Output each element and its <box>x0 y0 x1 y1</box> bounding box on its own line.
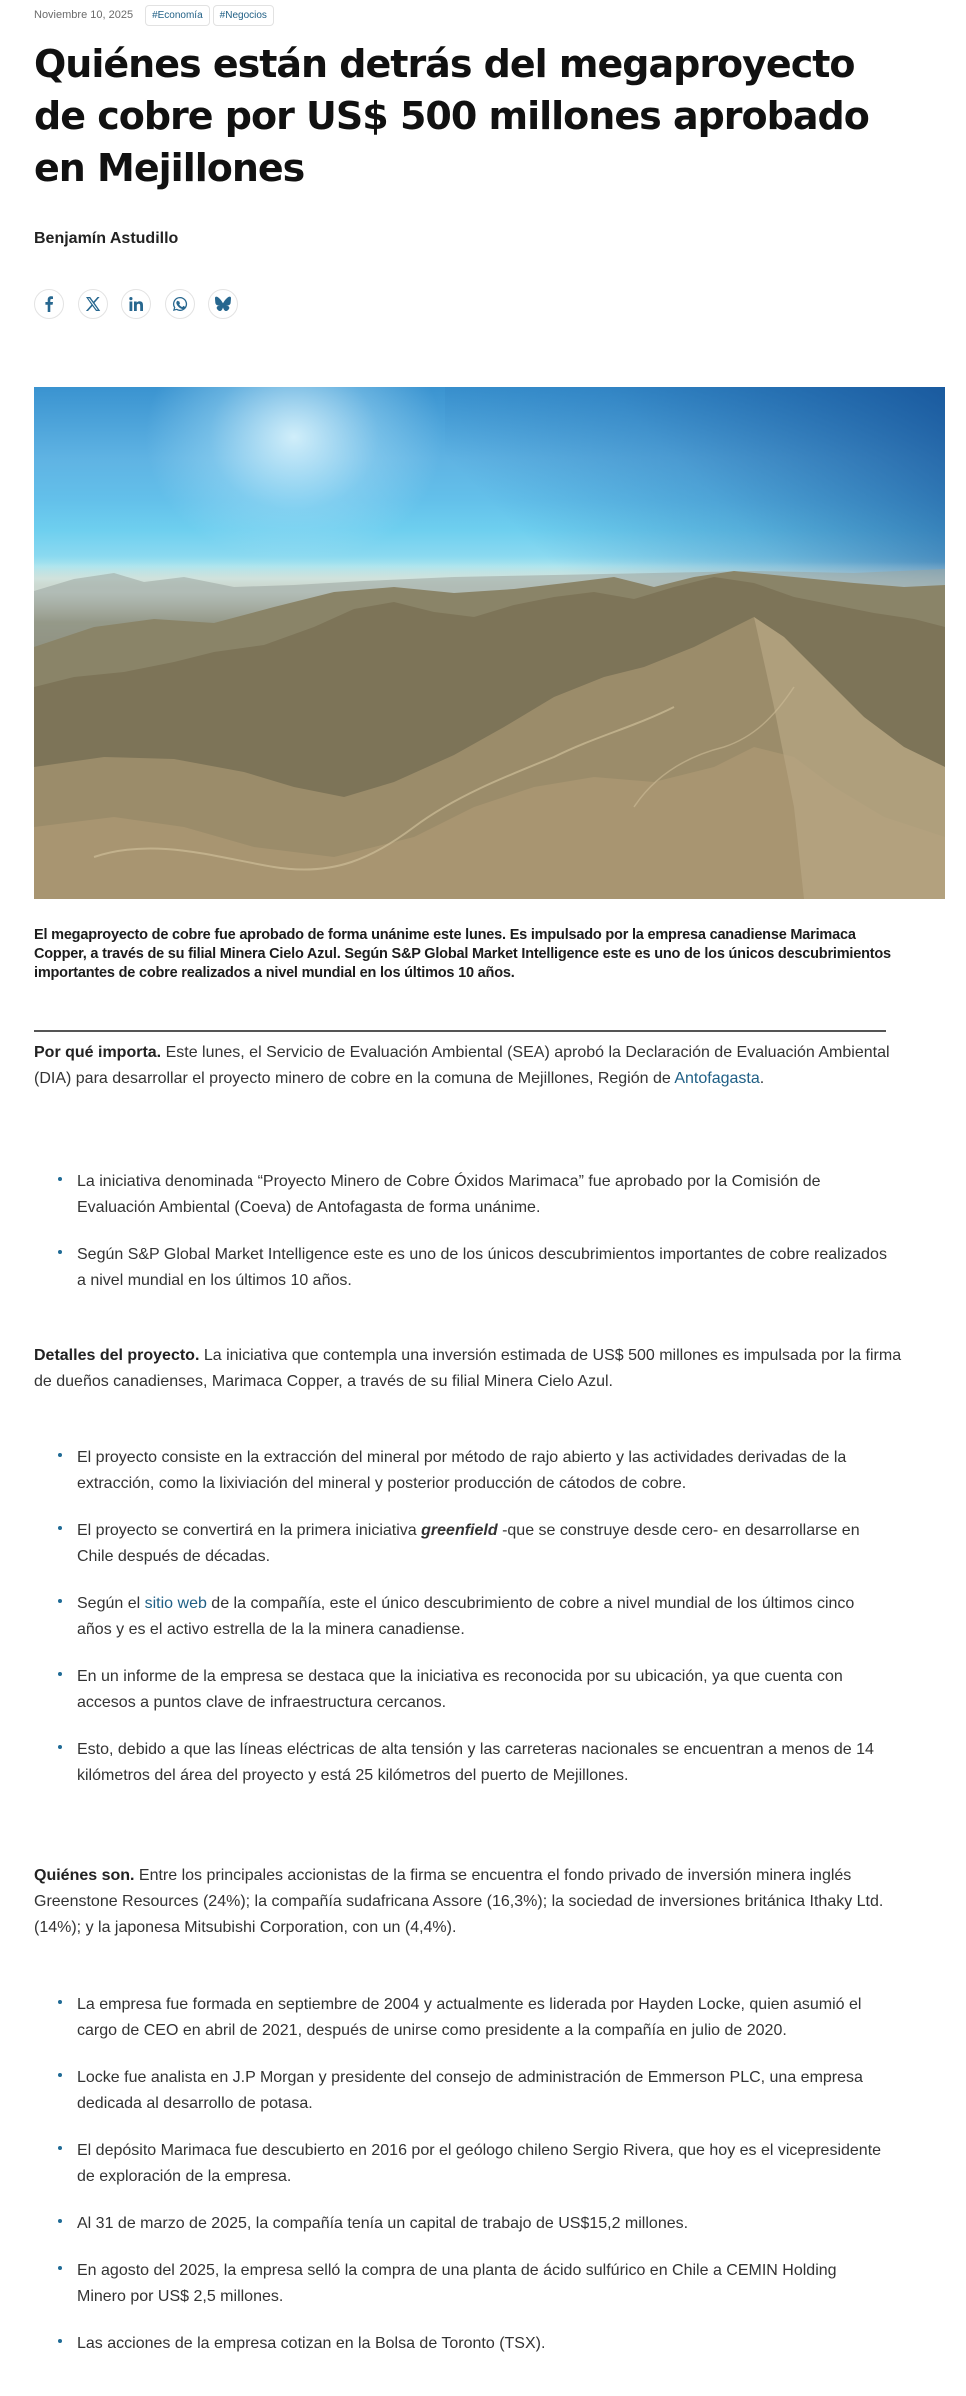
bullet-icon <box>58 1177 62 1181</box>
link-sitio-web[interactable]: sitio web <box>144 1595 207 1612</box>
list-item <box>0 1737 887 1789</box>
list-item <box>0 1992 887 2044</box>
list-item <box>0 2211 887 2237</box>
bullet-icon <box>58 1250 62 1254</box>
x-icon <box>85 296 101 312</box>
linkedin-icon <box>128 296 144 312</box>
bullet-icon <box>58 1745 62 1749</box>
bullet-icon <box>58 1599 62 1603</box>
paragraph-text: Entre los principales accionistas de la firma se encuentra el fondo privado de inversión minera inglés Greenstone Resources (24%); la compañía sudafricana Assore (16,3%); la sociedad de inversiones británica Ithaky Ltd. (14%); y la japonesa Mitsubishi Corporation, con un (4,4%). <box>34 1867 884 1936</box>
paragraph-text: Este lunes, el Servicio de Evaluación Ambiental (SEA) aprobó la Declaración de Evaluación Ambiental (DIA) para desarrollar el proyecto minero de cobre en la comuna de Mejillones, Región de <box>34 1044 890 1087</box>
list-item <box>0 1518 887 1570</box>
share-whatsapp-button[interactable] <box>165 289 195 319</box>
bullet-icon <box>58 2219 62 2223</box>
list-item <box>0 2331 887 2357</box>
list-item-text: La iniciativa denominada “Proyecto Minero de Cobre Óxidos Marimaca” fue aprobado por la Comisión de Evaluación Ambiental (Coeva) de Antofagasta de forma unánime. <box>77 1173 821 1216</box>
hero-image <box>34 387 945 899</box>
bullet-list-details <box>0 1445 966 1789</box>
list-item <box>0 1242 887 1294</box>
list-item <box>0 2258 887 2310</box>
list-item-text: Esto, debido a que las líneas eléctricas de alta tensión y las carreteras nacionales se encuentran a menos de 14 kilómetros del área del proyecto y está 25 kilómetros del puerto de Mejillones. <box>77 1741 874 1784</box>
list-item-text: Según el <box>77 1595 145 1612</box>
lead-why-it-matters: Por qué importa. <box>34 1044 162 1061</box>
paragraph-who-they-are <box>34 1863 904 1941</box>
list-item-text: Locke fue analista en J.P Morgan y presidente del consejo de administración de Emmerson PLC, una empresa dedicada al desarrollo de potasa. <box>77 2069 863 2112</box>
paragraph-why-it-matters <box>34 1040 904 1092</box>
share-facebook-button[interactable] <box>34 289 64 319</box>
bluesky-icon <box>215 296 231 312</box>
list-item-text: Las acciones de la empresa cotizan en la Bolsa de Toronto (TSX). <box>77 2335 546 2352</box>
list-item <box>0 1664 887 1716</box>
whatsapp-icon <box>172 296 188 312</box>
section-divider <box>34 1030 886 1032</box>
list-item <box>0 1445 887 1497</box>
bullet-icon <box>58 2146 62 2150</box>
mountain-landscape-illustration <box>34 387 945 899</box>
facebook-icon <box>41 296 57 312</box>
bullet-icon <box>58 2073 62 2077</box>
list-item-text: El depósito Marimaca fue descubierto en 2016 por el geólogo chileno Sergio Rivera, que hoy es el vicepresidente de exploración de la empresa. <box>77 2142 882 2185</box>
list-item <box>0 1169 887 1221</box>
bullet-icon <box>58 2000 62 2004</box>
bullet-icon <box>58 1453 62 1457</box>
list-item-text: -que se construye desde cero- en desarrollarse en Chile después de décadas. <box>77 1522 860 1565</box>
bullet-icon <box>58 2266 62 2270</box>
lead-who-they-are: Quiénes son. <box>34 1867 135 1884</box>
article-meta <box>34 4 277 26</box>
list-item-text: En agosto del 2025, la empresa selló la compra de una planta de ácido sulfúrico en Chile a CEMIN Holding Minero por US$ 2,5 millones. <box>77 2262 837 2305</box>
list-item <box>0 2065 887 2117</box>
bullet-icon <box>58 1526 62 1530</box>
list-item-text: Al 31 de marzo de 2025, la compañía tenía un capital de trabajo de US$15,2 millones. <box>77 2215 689 2232</box>
share-linkedin-button[interactable] <box>121 289 151 319</box>
bullet-list-why <box>0 1169 966 1294</box>
list-item <box>0 1591 887 1643</box>
list-item-text: de la compañía, este el único descubrimiento de cobre a nivel mundial de los últimos cinco años y es el activo estrella de la la minera canadiense. <box>77 1595 855 1638</box>
bullet-icon <box>58 1672 62 1676</box>
list-item-text: La empresa fue formada en septiembre de 2004 y actualmente es liderada por Hayden Locke, quien asumió el cargo de CEO en abril de 2021, después de unirse como presidente a la compañía en julio de 2020. <box>77 1996 862 2039</box>
link-antofagasta[interactable]: Antofagasta <box>674 1070 760 1087</box>
share-buttons <box>34 289 238 319</box>
lead-project-details: Detalles del proyecto. <box>34 1347 200 1364</box>
paragraph-text: . <box>759 1070 765 1087</box>
list-item-text: Según S&P Global Market Intelligence este es uno de los únicos descubrimientos importantes de cobre realizados a nivel mundial en los últimos 10 años. <box>77 1246 887 1289</box>
share-x-button[interactable] <box>78 289 108 319</box>
paragraph-text: La iniciativa que contempla una inversión estimada de US$ 500 millones es impulsada por la firma de dueños canadienses, Marimaca Copper, a través de su filial Minera Cielo Azul. <box>34 1347 902 1390</box>
list-item-text: En un informe de la empresa se destaca que la iniciativa es reconocida por su ubicación, ya que cuenta con accesos a puntos clave de infraestructura cercanos. <box>77 1668 843 1711</box>
author-name[interactable]: Benjamín Astudillo <box>34 230 179 247</box>
tag-economia[interactable]: #Economía <box>145 5 210 26</box>
publish-date: Noviembre 10, 2025 <box>34 9 134 21</box>
image-caption: El megaproyecto de cobre fue aprobado de forma unánime este lunes. Es impulsado por la empresa canadiense Marimaca Copper, a través de su filial Minera Cielo Azul. Según S&P Global Market Intelligence este es uno de los únicos descubrimientos importantes de cobre realizados a nivel mundial en los últimos 10 años. <box>34 927 891 981</box>
bullet-list-who <box>0 1992 966 2357</box>
paragraph-project-details <box>34 1343 904 1395</box>
tag-negocios[interactable]: #Negocios <box>213 5 274 26</box>
article-headline: Quiénes están detrás del megaproyecto de cobre por US$ 500 millones aprobado en Mejillones <box>34 42 869 190</box>
list-item-text: El proyecto consiste en la extracción del mineral por método de rajo abierto y las actividades derivadas de la extracción, como la lixiviación del mineral y posterior producción de cátodos de cobre. <box>77 1449 847 1492</box>
emphasis-greenfield: greenfield <box>421 1522 498 1539</box>
bullet-icon <box>58 2339 62 2343</box>
list-item-text: El proyecto se convertirá en la primera iniciativa <box>77 1522 422 1539</box>
list-item <box>0 2138 887 2190</box>
share-bluesky-button[interactable] <box>208 289 238 319</box>
